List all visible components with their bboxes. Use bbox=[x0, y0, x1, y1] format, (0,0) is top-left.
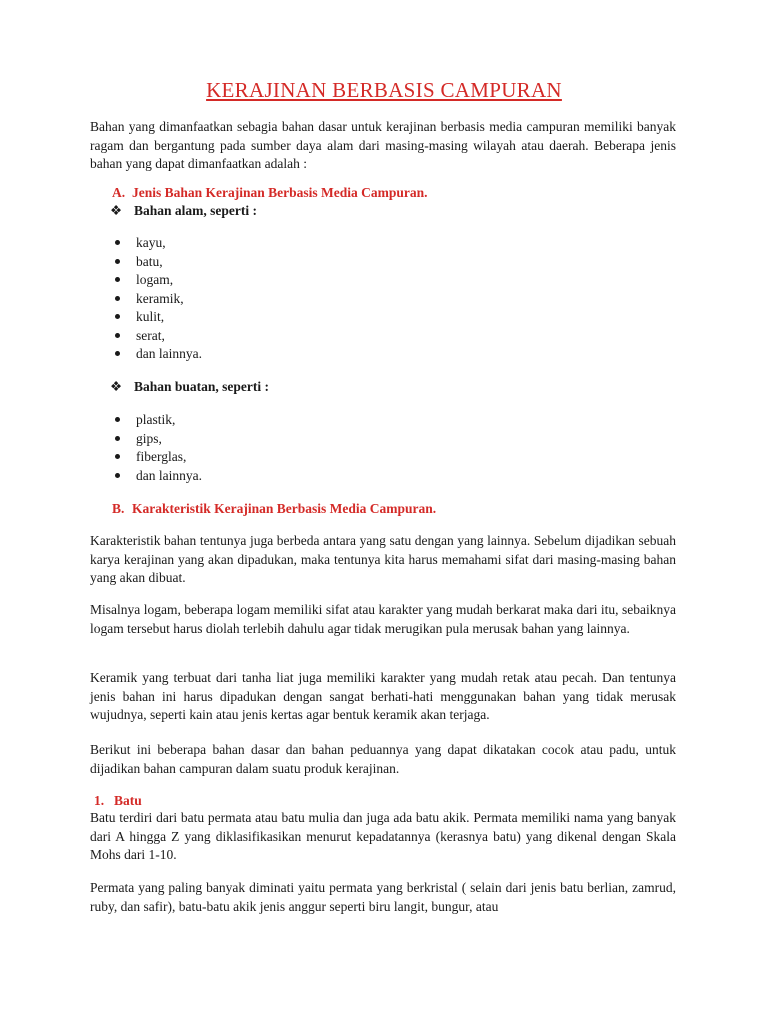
list-item: logam, bbox=[0, 271, 202, 290]
list-item: plastik, bbox=[0, 411, 202, 430]
natural-materials-list bbox=[0, 234, 202, 364]
intro-paragraph: Bahan yang dimanfaatkan sebagia bahan dasar untuk kerajinan berbasis media campuran memiliki banyak ragam dan bergantung pada sumber daya alam dari masing-masing wilayah atau daerah. Beberapa jenis bahan yang dapat dimanfaatkan adalah : bbox=[90, 119, 676, 171]
list-item: dan lainnya. bbox=[0, 345, 202, 364]
item-1-paragraph: Permata yang paling banyak diminati yaitu permata yang berkristal ( selain dari jenis batu berlian, zamrud, ruby, dan safir), batu-batu akik jenis anggur seperti biru langit, bungur, atau bbox=[90, 880, 676, 914]
section-b-paragraph: Karakteristik bahan tentunya juga berbeda antara yang satu dengan yang lainnya. Sebelum dijadikan sebuah karya kerajinan yang akan dipadukan, maka tentunya kita harus memahami sifat dari masing-masing bahan yang akan dibuat. bbox=[90, 533, 676, 585]
artificial-materials-list bbox=[0, 411, 202, 485]
list-item: kulit, bbox=[0, 308, 202, 327]
list-item: batu, bbox=[0, 253, 202, 272]
artificial-materials-label: Bahan buatan, seperti : bbox=[134, 379, 270, 394]
document-title: KERAJINAN BERBASIS CAMPURAN bbox=[206, 78, 562, 102]
list-item: dan lainnya. bbox=[0, 467, 202, 486]
item-1-title: Batu bbox=[114, 793, 142, 808]
natural-materials-label: Bahan alam, seperti : bbox=[134, 203, 257, 218]
list-item: gips, bbox=[0, 430, 202, 449]
section-a-title: Jenis Bahan Kerajinan Berbasis Media Campuran. bbox=[132, 185, 428, 200]
list-item: fiberglas, bbox=[0, 448, 202, 467]
section-b-marker: B. bbox=[112, 501, 125, 516]
section-b-paragraph: Berikut ini beberapa bahan dasar dan bahan peduannya yang dapat dikatakan cocok atau padu, untuk dijadikan bahan campuran dalam suatu produk kerajinan. bbox=[90, 742, 676, 776]
item-1-paragraph: Batu terdiri dari batu permata atau batu mulia dan juga ada batu akik. Permata memiliki nama yang banyak dari A hingga Z yang diklasifikasikan menurut kepadatannya (kerasnya batu) yang dikenal dengan Skala Mohs dari 1-10. bbox=[90, 810, 676, 862]
section-b-heading bbox=[112, 500, 436, 518]
artificial-materials-heading bbox=[110, 378, 269, 396]
item-1-marker: 1. bbox=[94, 793, 105, 808]
section-a-heading bbox=[112, 184, 428, 202]
section-b-paragraph: Misalnya logam, beberapa logam memiliki sifat atau karakter yang mudah berkarat maka dari itu, sebaiknya logam tersebut harus diolah terlebih dahulu agar tidak merugikan pula merusak bahan yang lainnya. bbox=[90, 602, 676, 636]
list-item: kayu, bbox=[0, 234, 202, 253]
diamond-bullet-icon: ❖ bbox=[110, 203, 123, 218]
list-item: keramik, bbox=[0, 290, 202, 309]
section-b-paragraph: Keramik yang terbuat dari tanha liat juga memiliki karakter yang mudah retak atau pecah. Dan tentunya jenis bahan ini harus dipadukan dengan sangat berhati-hati menggunakan bahan yang tidak merusak wujudnya, seperti kain atau jenis kertas agar bentuk keramik akan terjaga. bbox=[90, 670, 676, 722]
diamond-bullet-icon: ❖ bbox=[110, 379, 123, 394]
item-1-heading bbox=[94, 792, 142, 810]
list-item: serat, bbox=[0, 327, 202, 346]
section-b-title: Karakteristik Kerajinan Berbasis Media Campuran. bbox=[132, 501, 437, 516]
natural-materials-heading bbox=[110, 202, 257, 220]
section-a-marker: A. bbox=[112, 185, 126, 200]
